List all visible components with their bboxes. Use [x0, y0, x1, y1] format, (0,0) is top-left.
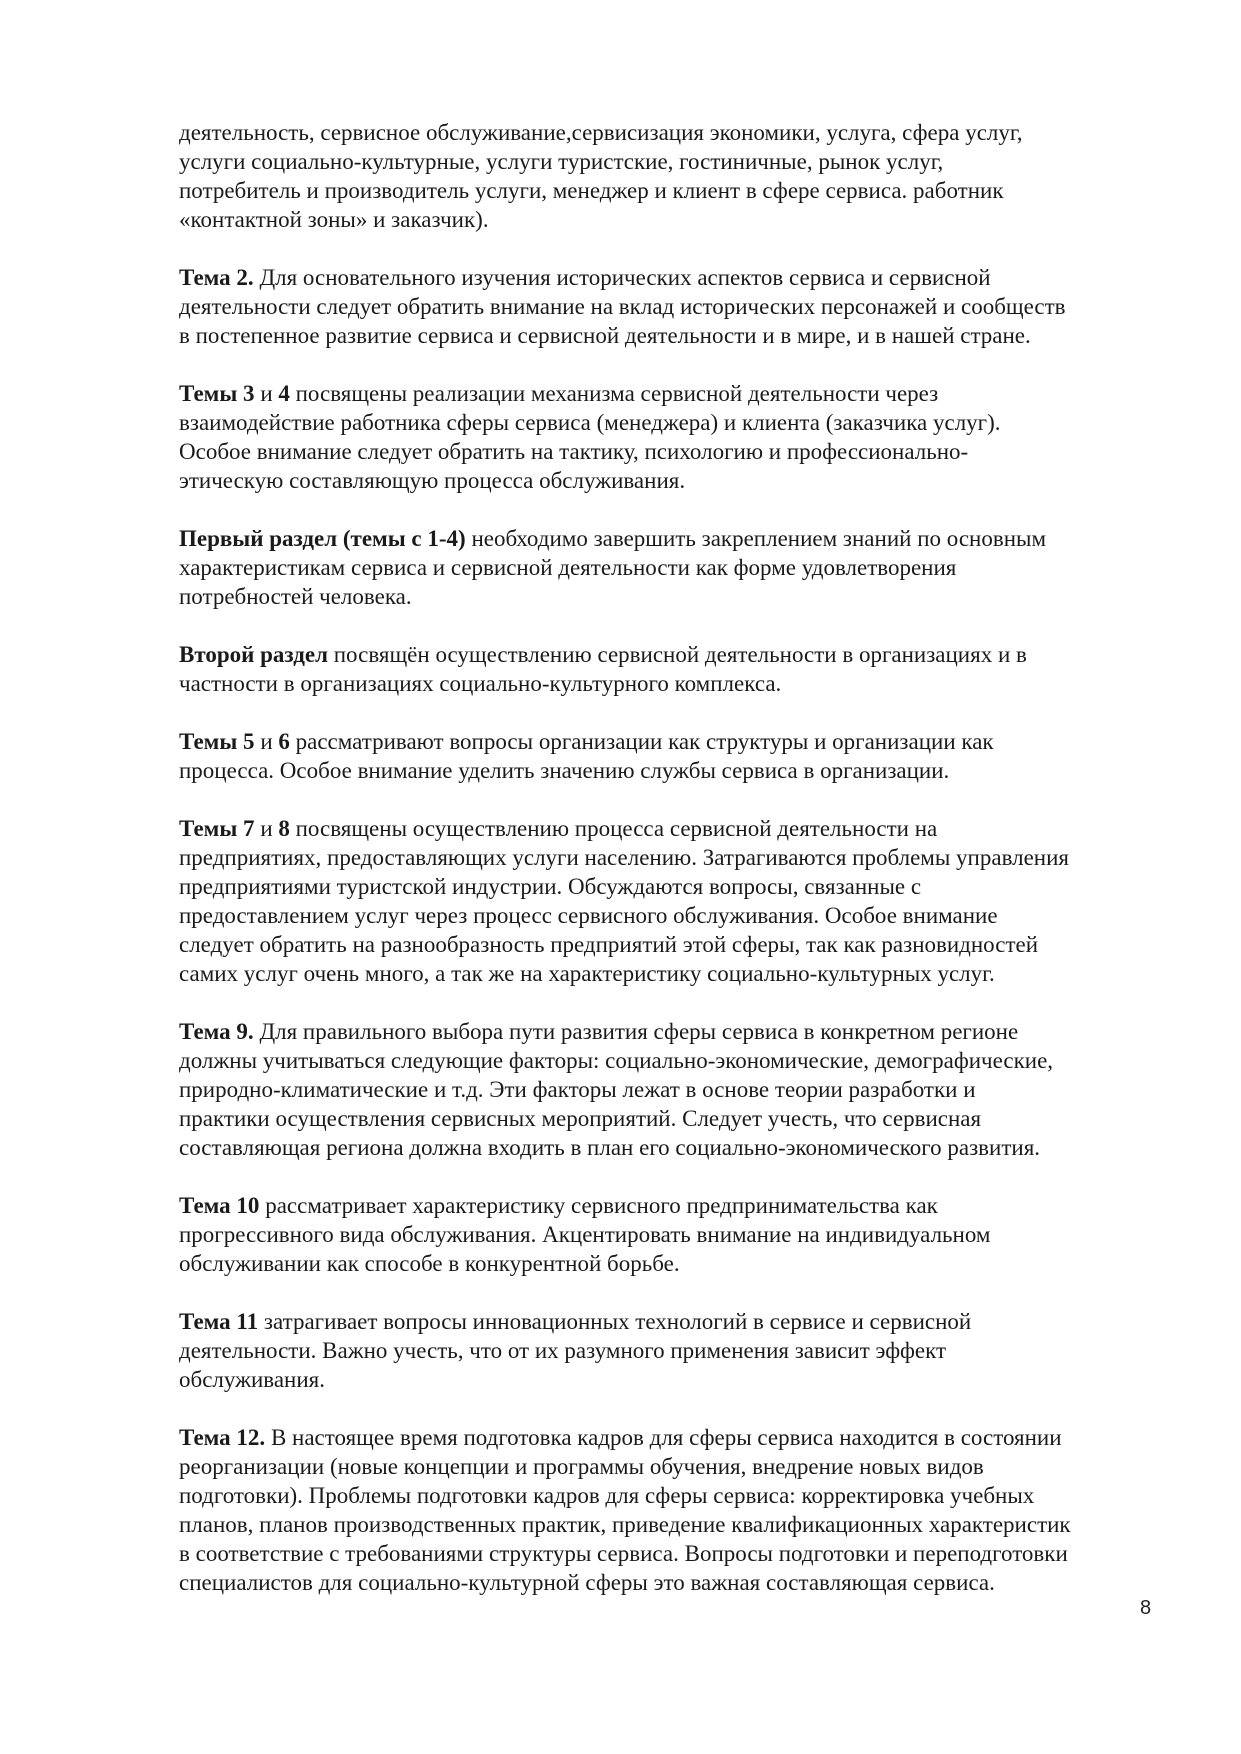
text-line: [179, 669, 1169, 698]
bold-text-run: Тема 11: [179, 1309, 259, 1334]
bold-text-run: Первый раздел (темы с 1-4): [179, 526, 466, 551]
text-line: [179, 1510, 1169, 1539]
bold-text-run: Темы 3: [179, 381, 255, 406]
text-line: [179, 1336, 1169, 1365]
text-run: природно-климатические и т.д. Эти факторы лежат в основе теории разработки и: [179, 1077, 976, 1102]
text-line: [179, 263, 1169, 292]
text-line: [179, 582, 1169, 611]
text-run: и: [254, 381, 279, 406]
bold-text-run: Темы 5: [179, 729, 255, 754]
text-run: предприятиях, предоставляющих услуги населению. Затрагиваются проблемы управления: [179, 845, 1070, 870]
text-line: [179, 930, 1169, 959]
text-run: Для правильного выбора пути развития сферы сервиса в конкретном регионе: [253, 1019, 1019, 1044]
text-line: [179, 1220, 1169, 1249]
text-line: [179, 872, 1169, 901]
text-run: затрагивает вопросы инновационных технологий в сервисе и сервисной: [258, 1309, 972, 1334]
bold-text-run: Тема 2.: [179, 265, 254, 290]
text-run: предприятиями туристской индустрии. Обсуждаются вопросы, связанные с: [179, 874, 922, 899]
text-run: специалистов для социально-культурной сферы это важная составляющая сервиса.: [179, 1570, 995, 1595]
text-run: составляющая региона должна входить в план его социально-экономического развития.: [179, 1135, 1041, 1160]
text-run: прогрессивного вида обслуживания. Акцентировать внимание на индивидуальном: [179, 1222, 991, 1247]
text-line: [179, 640, 1169, 669]
text-run: практики осуществления сервисных мероприятий. Следует учесть, что сервисная: [179, 1106, 982, 1131]
text-line: [179, 1481, 1169, 1510]
paragraph: [179, 1307, 1169, 1394]
text-line: [179, 118, 1169, 147]
text-line: [179, 408, 1169, 437]
text-line: [179, 553, 1169, 582]
text-line: [179, 1307, 1169, 1336]
text-line: [179, 727, 1169, 756]
text-line: [179, 1365, 1169, 1394]
paragraph: [179, 524, 1169, 611]
text-line: [179, 524, 1169, 553]
text-run: взаимодействие работника сферы сервиса (менеджера) и клиента (заказчика услуг).: [179, 410, 1001, 435]
text-line: [179, 1075, 1169, 1104]
text-run: процесса. Особое внимание уделить значению службы сервиса в организации.: [179, 758, 950, 783]
text-run: и: [254, 729, 279, 754]
text-run: необходимо завершить закреплением знаний по основным: [465, 526, 1047, 551]
text-run: обслуживании как способе в конкурентной борьбе.: [179, 1251, 680, 1276]
text-run: «контактной зоны» и заказчик).: [179, 207, 489, 232]
paragraph: [179, 1017, 1169, 1162]
text-line: [179, 843, 1169, 872]
paragraph: [179, 263, 1169, 350]
page-number: 8: [1140, 1597, 1152, 1619]
text-line: [179, 1249, 1169, 1278]
text-run: должны учитываться следующие факторы: социально-экономические, демографические,: [179, 1048, 1054, 1073]
bold-text-run: 8: [278, 816, 290, 841]
text-run: в постепенное развитие сервиса и сервисной деятельности и в мире, и в нашей стране.: [179, 323, 1031, 348]
text-line: [179, 1539, 1169, 1568]
text-line: [179, 1191, 1169, 1220]
text-run: Для основательного изучения исторических аспектов сервиса и сервисной: [253, 265, 991, 290]
text-run: услуги социально-культурные, услуги туристские, гостиничные, рынок услуг,: [179, 149, 944, 174]
text-line: [179, 814, 1169, 843]
paragraph: [179, 640, 1169, 698]
text-run: Особое внимание следует обратить на тактику, психологию и профессионально-: [179, 439, 969, 464]
text-run: характеристикам сервиса и сервисной деятельности как форме удовлетворения: [179, 555, 957, 580]
bold-text-run: Тема 12.: [179, 1425, 266, 1450]
text-line: [179, 1568, 1169, 1597]
text-line: [179, 1046, 1169, 1075]
text-run: В настоящее время подготовка кадров для сферы сервиса находится в состоянии: [265, 1425, 1062, 1450]
paragraph: [179, 1191, 1169, 1278]
text-run: посвящены реализации механизма сервисной деятельности через: [289, 381, 939, 406]
text-run: следует обратить на разнообразность предприятий этой сферы, так как разновидностей: [179, 932, 1039, 957]
text-line: [179, 205, 1169, 234]
text-line: [179, 901, 1169, 930]
text-line: [179, 1423, 1169, 1452]
text-line: [179, 466, 1169, 495]
text-line: [179, 1452, 1169, 1481]
paragraph: [179, 727, 1169, 785]
paragraph: [179, 814, 1169, 988]
text-run: посвящены осуществлению процесса сервисной деятельности на: [289, 816, 938, 841]
text-run: подготовки). Проблемы подготовки кадров для сферы сервиса: корректировка учебных: [179, 1483, 1035, 1508]
text-line: [179, 176, 1169, 205]
text-line: [179, 292, 1169, 321]
text-run: рассматривают вопросы организации как структуры и организации как: [289, 729, 994, 754]
text-run: рассматривает характеристику сервисного предпринимательства как: [259, 1193, 938, 1218]
text-run: посвящён осуществлению сервисной деятельности в организациях и в: [328, 642, 1027, 667]
text-run: деятельности следует обратить внимание на вклад исторических персонажей и сообществ: [179, 294, 1066, 319]
text-line: [179, 321, 1169, 350]
text-line: [179, 147, 1169, 176]
text-run: этическую составляющую процесса обслуживания.: [179, 468, 686, 493]
text-line: [179, 437, 1169, 466]
bold-text-run: Тема 9.: [179, 1019, 254, 1044]
bold-text-run: 6: [278, 729, 290, 754]
bold-text-run: Темы 7: [179, 816, 255, 841]
paragraph: [179, 118, 1169, 234]
text-line: [179, 1133, 1169, 1162]
text-run: реорганизации (новые концепции и программы обучения, внедрение новых видов: [179, 1454, 984, 1479]
text-run: частности в организациях социально-культурного комплекса.: [179, 671, 782, 696]
page-body: [179, 118, 1169, 1626]
bold-text-run: 4: [278, 381, 290, 406]
text-run: потребитель и производитель услуги, менеджер и клиент в сфере сервиса. работник: [179, 178, 1004, 203]
text-run: предоставлением услуг через процесс сервисного обслуживания. Особое внимание: [179, 903, 998, 928]
text-line: [179, 756, 1169, 785]
text-run: планов, планов производственных практик, приведение квалификационных характеристик: [179, 1512, 1071, 1537]
paragraph: [179, 379, 1169, 495]
text-run: в соответствие с требованиями структуры сервиса. Вопросы подготовки и переподготовки: [179, 1541, 1068, 1566]
text-line: [179, 379, 1169, 408]
text-run: деятельности. Важно учесть, что от их разумного применения зависит эффект: [179, 1338, 947, 1363]
text-line: [179, 1017, 1169, 1046]
paragraph: [179, 1423, 1169, 1597]
text-run: и: [254, 816, 279, 841]
text-run: обслуживания.: [179, 1367, 325, 1392]
text-run: потребностей человека.: [179, 584, 412, 609]
bold-text-run: Тема 10: [179, 1193, 260, 1218]
bold-text-run: Второй раздел: [179, 642, 328, 667]
text-line: [179, 959, 1169, 988]
text-run: деятельность, сервисное обслуживание,сервисизация экономики, услуга, сфера услуг,: [179, 120, 1023, 145]
text-run: самих услуг очень много, а так же на характеристику социально-культурных услуг.: [179, 961, 995, 986]
text-line: [179, 1104, 1169, 1133]
